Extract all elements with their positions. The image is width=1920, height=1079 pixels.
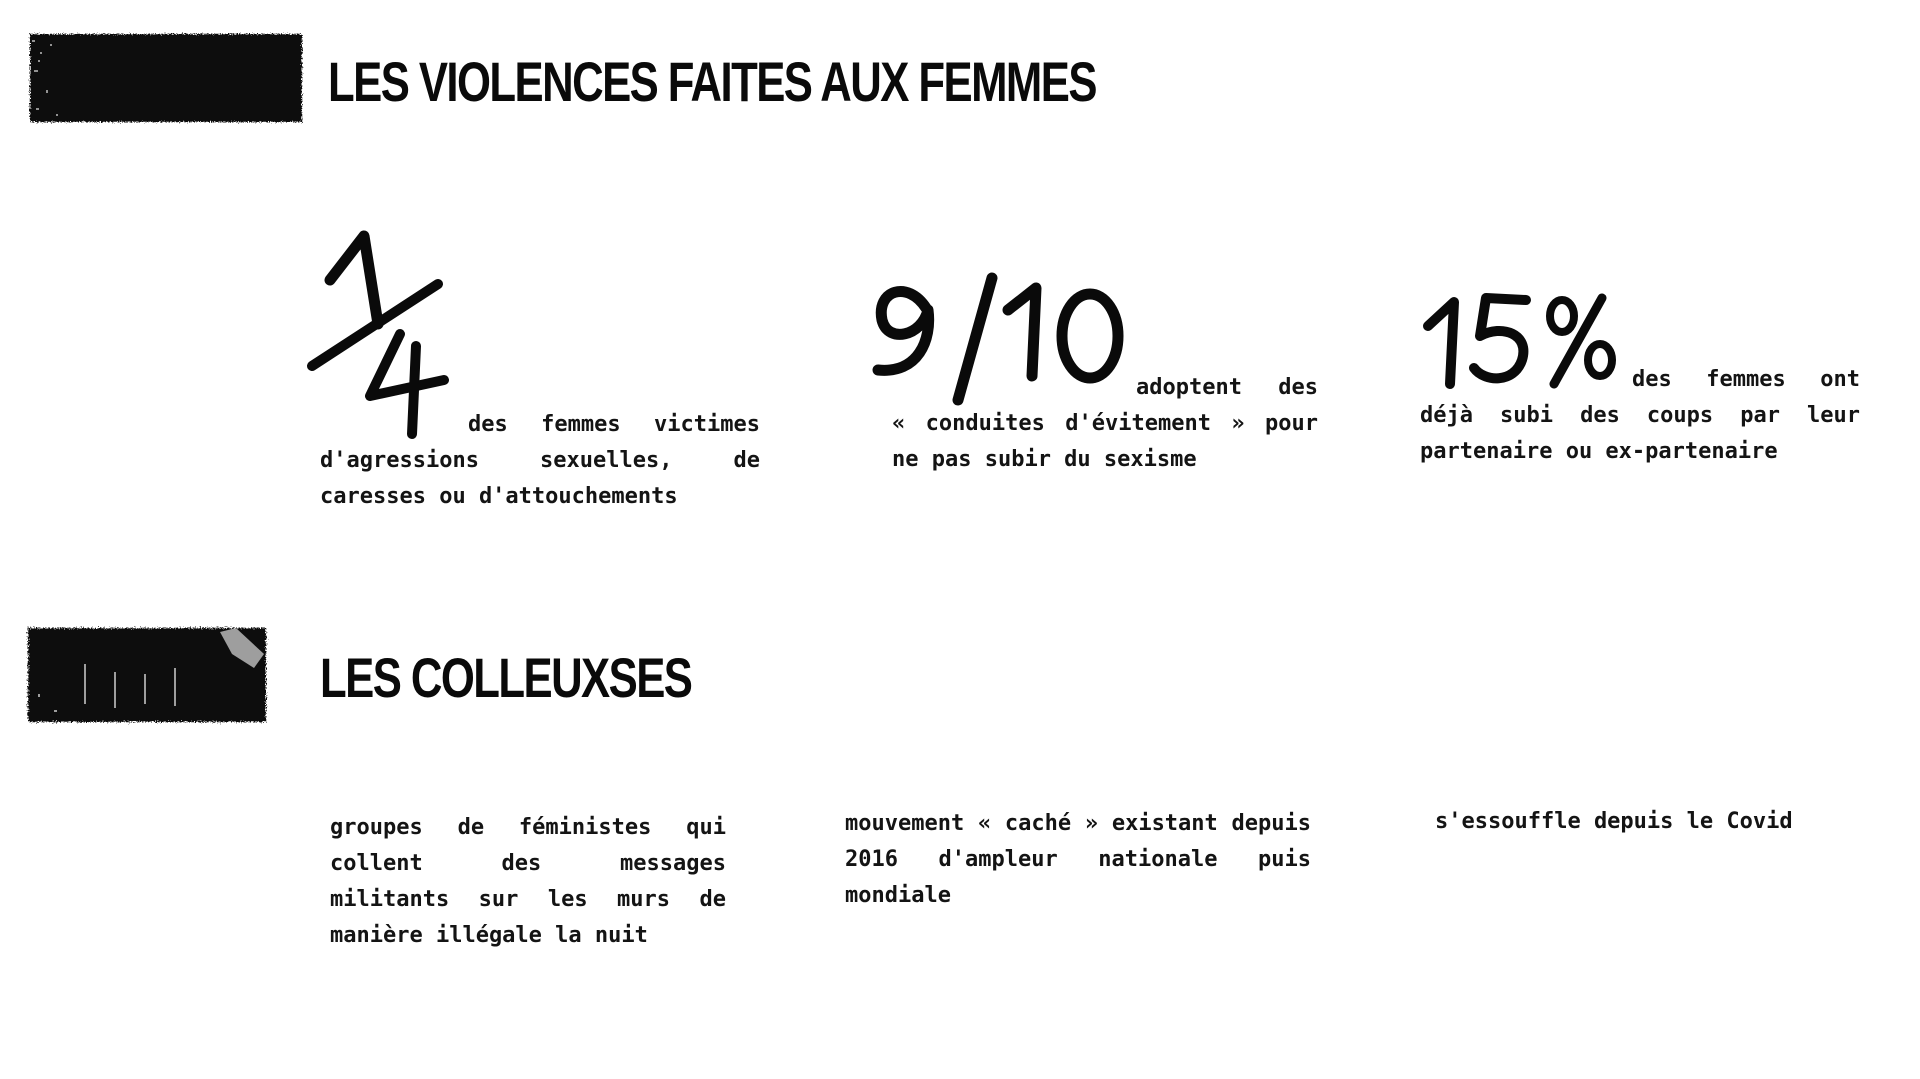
stat-text-fifteen-percent: des femmes ont déjà subi des coups par leur partenaire ou ex-partenaire: [1420, 367, 1860, 464]
colleuxses-description-decline: s'essouffle depuis le Covid: [1435, 809, 1793, 834]
brush-stroke-decoration: [26, 30, 306, 126]
brush-stroke-decoration: [24, 624, 270, 728]
section-title-colleuxses: LES COLLEUXSES: [320, 646, 692, 709]
stat-text-nine-tenths: adoptent des « conduites d'évitement » pour ne pas subir du sexisme: [892, 375, 1318, 472]
colleuxses-description-groups: groupes de féministes qui collent des messages militants sur les murs de manière illégale la nuit: [330, 815, 726, 948]
stat-text-quarter: des femmes victimes d'agressions sexuelles, de caresses ou d'attouchements: [320, 412, 760, 509]
section-title-violences: LES VIOLENCES FAITES AUX FEMMES: [328, 50, 1096, 113]
colleuxses-description-movement: mouvement « caché » existant depuis 2016 d'ampleur nationale puis mondiale: [845, 811, 1311, 908]
